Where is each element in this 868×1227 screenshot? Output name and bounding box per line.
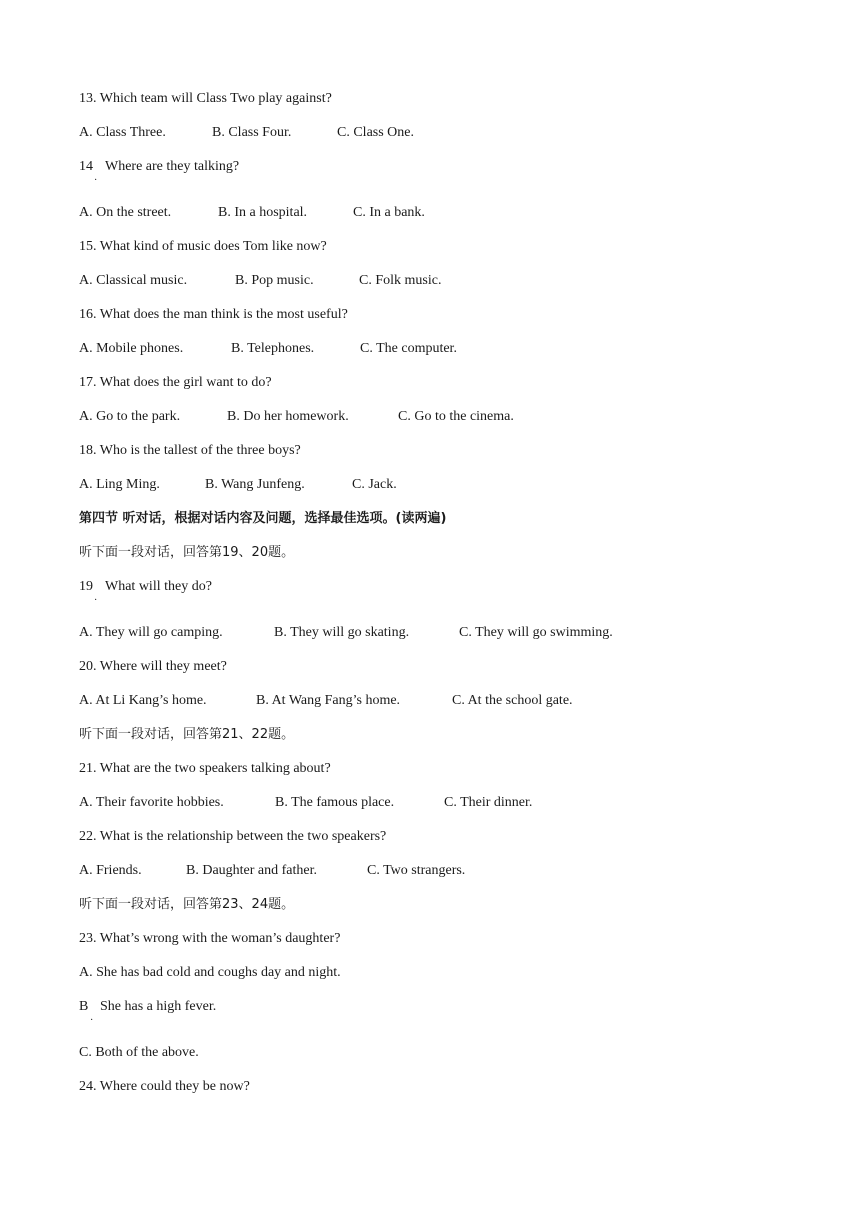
- option-14-a: A. On the street.: [79, 205, 172, 220]
- option-20-c: C. At the school gate.: [452, 693, 573, 708]
- option-16-b: B. Telephones.: [231, 341, 315, 356]
- decorative-dot: ·: [90, 1015, 94, 1026]
- question-19: [79, 578, 212, 596]
- question-16: 16. What does the man think is the most useful?: [79, 307, 348, 322]
- option-17-b: B. Do her homework.: [227, 409, 349, 424]
- question-14-text: Where are they talking?: [105, 159, 240, 174]
- option-22-c: C. Two strangers.: [367, 863, 466, 878]
- question-22: 22. What is the relationship between the two speakers?: [79, 829, 387, 844]
- option-23-c: C. Both of the above.: [79, 1045, 199, 1060]
- option-19-c: C. They will go swimming.: [459, 625, 613, 640]
- question-14: [79, 158, 240, 176]
- option-23-b: [79, 998, 217, 1016]
- option-19-a: A. They will go camping.: [79, 625, 223, 640]
- options-13: [79, 124, 414, 142]
- option-18-c: C. Jack.: [352, 477, 397, 492]
- decorative-dot: ·: [94, 595, 98, 606]
- option-21-a: A. Their favorite hobbies.: [79, 795, 224, 810]
- option-20-a: A. At Li Kang’s home.: [79, 693, 207, 708]
- question-21: 21. What are the two speakers talking about?: [79, 761, 331, 776]
- options-18: [79, 476, 397, 494]
- options-20: [79, 692, 573, 710]
- options-15: [79, 272, 442, 290]
- option-22-b: B. Daughter and father.: [186, 863, 318, 878]
- decorative-dot: ·: [94, 175, 98, 186]
- option-15-b: B. Pop music.: [235, 273, 314, 288]
- section-heading: 第四节 听对话，根据对话内容及问题，选择最佳选项。(读两遍): [79, 511, 447, 526]
- question-20: 20. Where will they meet?: [79, 659, 227, 674]
- option-14-c: C. In a bank.: [353, 205, 425, 220]
- option-17-a: A. Go to the park.: [79, 409, 181, 424]
- listening-instruction-3: 听下面一段对话，回答第23、24题。: [79, 897, 295, 912]
- options-14: [79, 204, 425, 222]
- option-21-b: B. The famous place.: [275, 795, 395, 810]
- question-15: 15. What kind of music does Tom like now?: [79, 239, 327, 254]
- options-22: [79, 862, 466, 880]
- question-19-text: What will they do?: [105, 579, 212, 594]
- options-19: [79, 624, 613, 642]
- option-17-c: C. Go to the cinema.: [398, 409, 514, 424]
- option-20-b: B. At Wang Fang’s home.: [256, 693, 401, 708]
- option-15-c: C. Folk music.: [359, 273, 442, 288]
- question-24: 24. Where could they be now?: [79, 1079, 250, 1094]
- listening-instruction-1: 听下面一段对话，回答第19、20题。: [79, 545, 295, 560]
- option-16-c: C. The computer.: [360, 341, 457, 356]
- option-21-c: C. Their dinner.: [444, 795, 533, 810]
- options-16: [79, 340, 457, 358]
- question-17: 17. What does the girl want to do?: [79, 375, 272, 390]
- option-13-c: C. Class One.: [337, 125, 414, 140]
- option-23-b-text: She has a high fever.: [100, 999, 217, 1014]
- question-13: 13. Which team will Class Two play against?: [79, 91, 332, 106]
- option-13-a: A. Class Three.: [79, 125, 166, 140]
- option-18-b: B. Wang Junfeng.: [205, 477, 305, 492]
- option-23-a: A. She has bad cold and coughs day and night.: [79, 965, 341, 980]
- question-14-number: 14: [79, 159, 93, 174]
- option-15-a: A. Classical music.: [79, 273, 188, 288]
- question-18: 18. Who is the tallest of the three boys?: [79, 443, 301, 458]
- option-22-a: A. Friends.: [79, 863, 142, 878]
- question-19-number: 19: [79, 579, 93, 594]
- listening-instruction-2: 听下面一段对话，回答第21、22题。: [79, 727, 295, 742]
- option-19-b: B. They will go skating.: [274, 625, 410, 640]
- question-23: 23. What’s wrong with the woman’s daughter?: [79, 931, 341, 946]
- option-14-b: B. In a hospital.: [218, 205, 308, 220]
- option-18-a: A. Ling Ming.: [79, 477, 160, 492]
- option-16-a: A. Mobile phones.: [79, 341, 184, 356]
- options-17: [79, 408, 514, 426]
- option-23-b-letter: B: [79, 999, 89, 1014]
- options-21: [79, 794, 533, 812]
- option-13-b: B. Class Four.: [212, 125, 292, 140]
